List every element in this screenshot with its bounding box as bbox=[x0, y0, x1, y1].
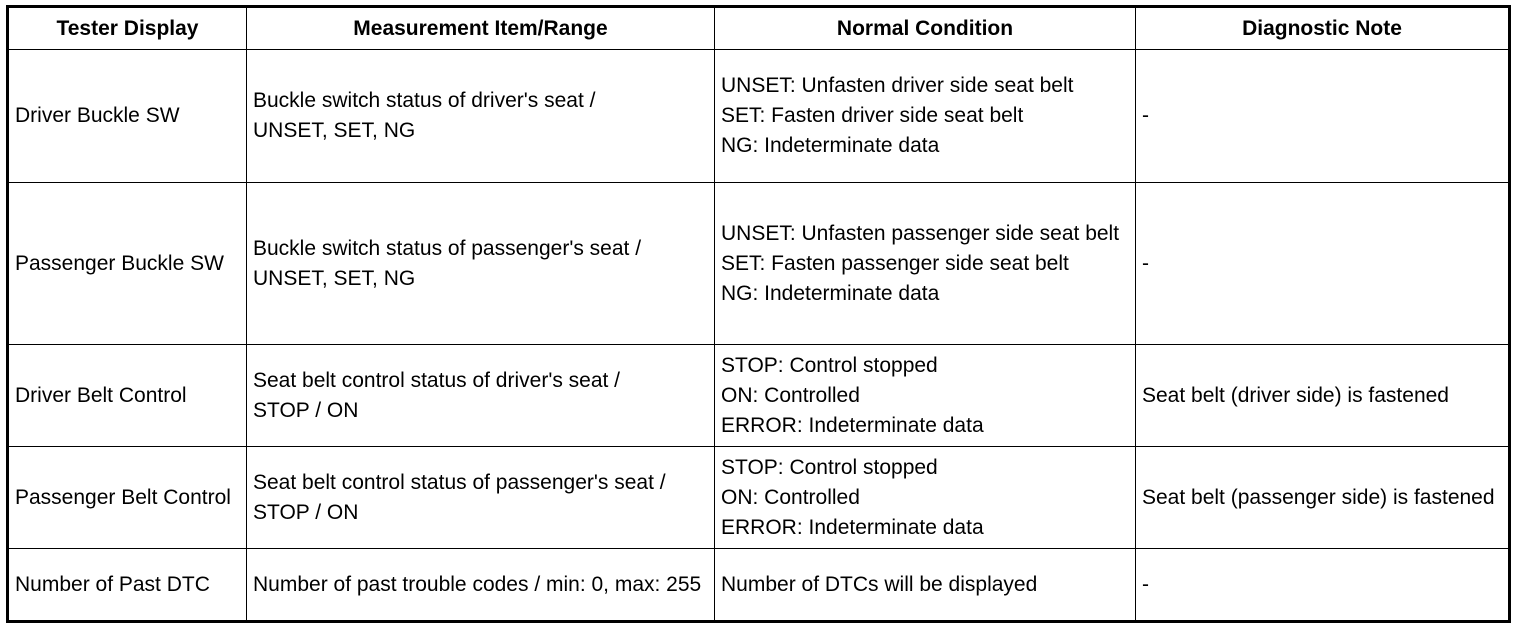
table-header-row bbox=[8, 7, 1510, 50]
table-row bbox=[8, 447, 1510, 549]
condition-line: NG: Indeterminate data bbox=[721, 281, 940, 305]
normal-condition-cell bbox=[715, 183, 1136, 345]
table-row bbox=[8, 183, 1510, 345]
header-measurement-item-range: Measurement Item/Range bbox=[247, 7, 715, 50]
measurement-line: Seat belt control status of driver's seat / bbox=[253, 368, 621, 392]
diagnostic-note-cell: - bbox=[1136, 183, 1510, 345]
measurement-line: STOP / ON bbox=[253, 398, 359, 422]
measurement-line: Buckle switch status of driver's seat / bbox=[253, 89, 596, 112]
condition-line: NG: Indeterminate data bbox=[721, 134, 940, 157]
condition-line: SET: Fasten driver side seat belt bbox=[721, 104, 1024, 127]
header-normal-condition: Normal Condition bbox=[715, 7, 1136, 50]
measurement-line: Buckle switch status of passenger's seat / bbox=[253, 236, 642, 260]
table-row bbox=[8, 50, 1510, 183]
measurement-line: Seat belt control status of passenger's seat / bbox=[253, 470, 666, 494]
condition-line: SET: Fasten passenger side seat belt bbox=[721, 251, 1069, 275]
normal-condition-cell bbox=[715, 447, 1136, 549]
measurement-line: UNSET, SET, NG bbox=[253, 266, 416, 290]
condition-line: STOP: Control stopped bbox=[721, 353, 938, 377]
measurement-cell bbox=[247, 345, 715, 447]
condition-line: UNSET: Unfasten driver side seat belt bbox=[721, 74, 1074, 97]
tester-display-cell: Number of Past DTC bbox=[8, 549, 247, 622]
normal-condition-cell bbox=[715, 50, 1136, 183]
condition-line: STOP: Control stopped bbox=[721, 455, 938, 479]
measurement-cell bbox=[247, 549, 715, 622]
tester-display-cell: Driver Belt Control bbox=[8, 345, 247, 447]
tester-display-cell: Passenger Belt Control bbox=[8, 447, 247, 549]
condition-line: ERROR: Indeterminate data bbox=[721, 515, 984, 539]
measurement-cell bbox=[247, 447, 715, 549]
header-diagnostic-note: Diagnostic Note bbox=[1136, 7, 1510, 50]
document-page bbox=[6, 5, 1508, 623]
table-row bbox=[8, 549, 1510, 622]
measurement-line: STOP / ON bbox=[253, 500, 359, 524]
measurement-cell bbox=[247, 50, 715, 183]
tester-display-cell: Passenger Buckle SW bbox=[8, 183, 247, 345]
measurement-cell bbox=[247, 183, 715, 345]
header-tester-display: Tester Display bbox=[8, 7, 247, 50]
condition-line: ON: Controlled bbox=[721, 485, 860, 509]
diagnostic-note-cell: - bbox=[1136, 549, 1510, 622]
diagnostic-note-cell: Seat belt (driver side) is fastened bbox=[1136, 345, 1510, 447]
measurement-line: UNSET, SET, NG bbox=[253, 119, 416, 142]
condition-line: ON: Controlled bbox=[721, 383, 860, 407]
normal-condition-cell bbox=[715, 549, 1136, 622]
tester-display-cell: Driver Buckle SW bbox=[8, 50, 247, 183]
data-monitor-table bbox=[6, 5, 1511, 623]
condition-line: ERROR: Indeterminate data bbox=[721, 413, 984, 437]
table-row bbox=[8, 345, 1510, 447]
condition-line: Number of DTCs will be displayed bbox=[721, 572, 1038, 596]
diagnostic-note-cell: Seat belt (passenger side) is fastened bbox=[1136, 447, 1510, 549]
diagnostic-note-cell: - bbox=[1136, 50, 1510, 183]
measurement-line: Number of past trouble codes / min: 0, max: 255 bbox=[253, 572, 702, 596]
condition-line: UNSET: Unfasten passenger side seat belt bbox=[721, 221, 1120, 245]
normal-condition-cell bbox=[715, 345, 1136, 447]
